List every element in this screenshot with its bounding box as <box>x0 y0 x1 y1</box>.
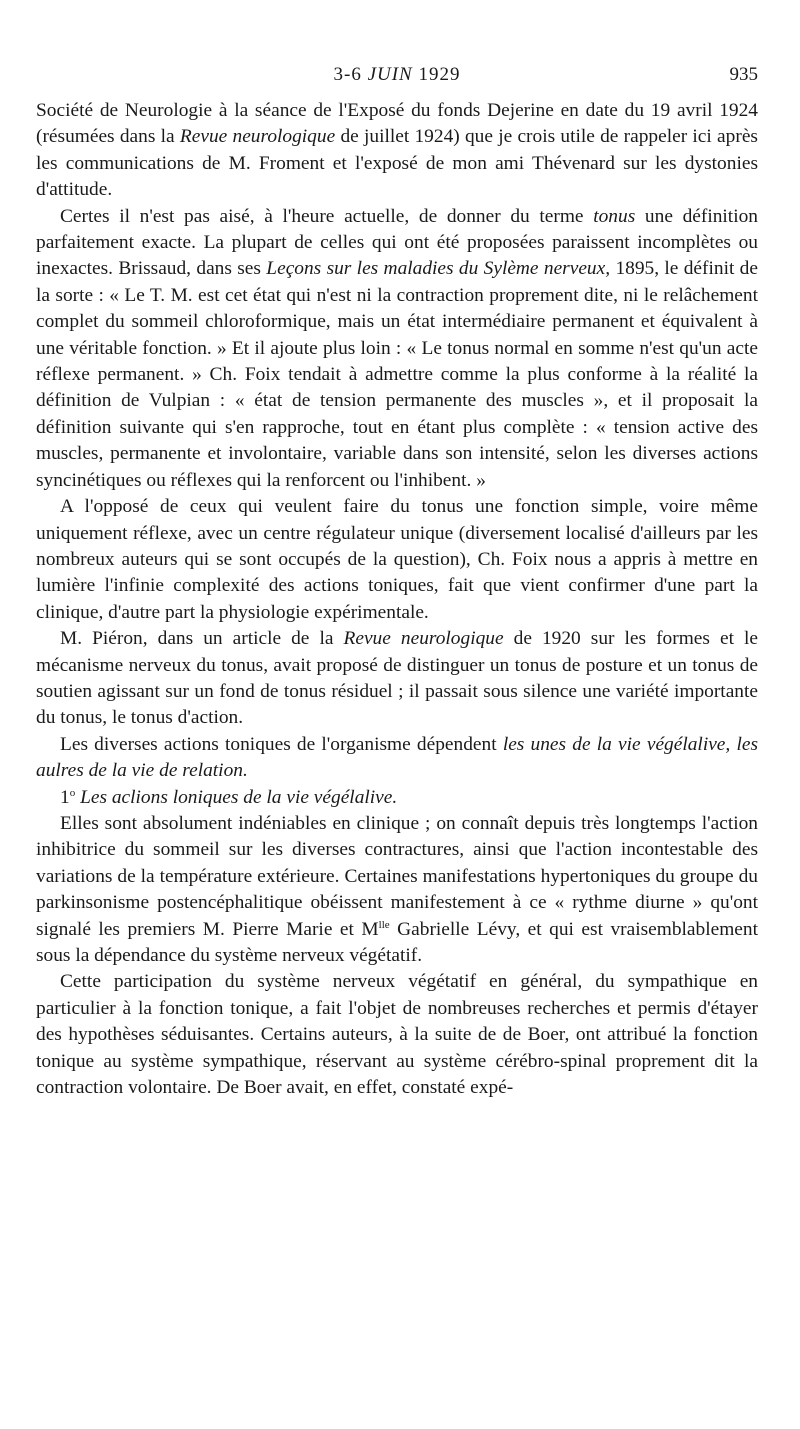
paragraph-1-text: Société de Neurologie à la séance de l'Exposé du fonds Dejerine en date du 19 avril 1924 (résumées dans la <box>36 100 758 148</box>
paragraph-5-italic: les unes de la vie végélalive, les aulres de la vie de relation. <box>36 733 758 782</box>
paragraph-5-text: Les diverses actions toniques de l'organisme dépendent <box>60 733 497 755</box>
header-year: 1929 <box>418 64 461 85</box>
section-heading <box>36 785 758 811</box>
running-header <box>36 64 758 90</box>
journal-title-2: Revue neurologique <box>343 628 504 650</box>
paragraph-7 <box>36 811 758 969</box>
paragraph-1 <box>36 98 758 204</box>
section-heading-title: Les aclions loniques de la vie végélalive. <box>80 786 398 808</box>
paragraph-7-text-b: Gabrielle Lévy, et qui est vraisemblablement sous la dépendance du système nerveux végétatif. <box>36 918 758 966</box>
header-month: JUIN <box>367 64 413 85</box>
paragraph-2-text-c: 1895, le définit de la sorte : « Le T. M. est cet état qui n'est ni la contraction proprement dite, ni le relâchement complet du sommeil chloroformique, mais un état intermédiaire permanent et équivalent à une véritable fonction. » Et il ajoute plus loin : « Le tonus normal en somme n'est qu'un acte réflexe permanent. » Ch. Foix tendait à admettre comme la plus conforme à la réalité la définition de Vulpian : « état de tension permanente des muscles », et il proposait la définition suivante qui s'en rapproche, tout en étant plus complète : « tension active des muscles, permanente et involontaire, variable dans son intensité, selon les diverses actions syncinétiques ou réflexes qui la renforcent ou l'inhibent. » <box>36 258 758 491</box>
paragraph-8-text: Cette participation du système nerveux végétatif en général, du sympathique en particulier à la fonction tonique, a fait l'objet de nombreuses recherches et permis d'étayer des hypothèses séduisantes. Certains auteurs, à la suite de de Boer, ont attribué la fonction tonique au système sympathique, réservant au système cérébro-spinal proprement dit la contraction volontaire. De Boer avait, en effet, constaté expé- <box>36 971 758 1099</box>
term-tonus: tonus <box>593 205 636 227</box>
section-heading-number: 1 <box>60 786 70 808</box>
paragraph-2-text-a: Certes il n'est pas aisé, à l'heure actuelle, de donner du terme <box>60 205 584 227</box>
paragraph-4-text-a: M. Piéron, dans un article de la <box>60 628 334 650</box>
book-title: Leçons sur les maladies du Sylème nerveux, <box>266 258 611 280</box>
running-title <box>36 64 758 86</box>
paragraph-1-end: de juillet 1924) que je crois utile de rappeler ici après les communications de M. Froment et l'exposé de mon ami Thévenard sur les dystonies d'attitude. <box>36 126 758 201</box>
paragraph-4 <box>36 626 758 732</box>
paragraph-3 <box>36 494 758 626</box>
title-abbrev: lle <box>378 918 390 931</box>
paragraph-3-text: A l'opposé de ceux qui veulent faire du tonus une fonction simple, voire même uniquement réflexe, avec un centre régulateur unique (diversement localisé d'ailleurs par les nombreux auteurs qui se sont occupés de la question), Ch. Foix nous a appris à mettre en lumière l'infinie complexité des actions toniques, fait que vient confirmer d'une part la clinique, d'autre part la physiologie expérimentale. <box>36 496 758 623</box>
paragraph-4-text-b: de 1920 sur les formes et le mécanisme nerveux du tonus, avait proposé de distinguer un tonus de posture et un tonus de soutien agissant sur un fond de tonus résiduel ; il passait sous silence une variété importante du tonus, le tonus d'action. <box>36 628 758 729</box>
paragraph-8 <box>36 969 758 1101</box>
section-number: 3-6 <box>333 64 362 85</box>
paragraph-2 <box>36 204 758 494</box>
page-number: 935 <box>729 64 758 85</box>
ordinal-marker: o <box>69 786 76 799</box>
paragraph-2-text-b: une définition parfaitement exacte. La plupart de celles qui ont été proposées paraissent incomplètes ou inexactes. Brissaud, dans ses <box>36 205 758 280</box>
paragraph-5 <box>36 732 758 785</box>
body-text <box>36 98 758 1101</box>
journal-title: Revue neurologique <box>179 126 336 148</box>
paragraph-7-text-a: Elles sont absolument indéniables en clinique ; on connaît depuis très longtemps l'action inhibitrice du sommeil sur les diverses contractures, ainsi que l'action incontestable des variations de la température extérieure. Certaines manifestations hypertoniques du groupe du parkinsonisme postencéphalitique obéissent manifestement à ce « rythme diurne » qu'ont signalé les premiers M. Pierre Marie et M <box>36 812 758 940</box>
